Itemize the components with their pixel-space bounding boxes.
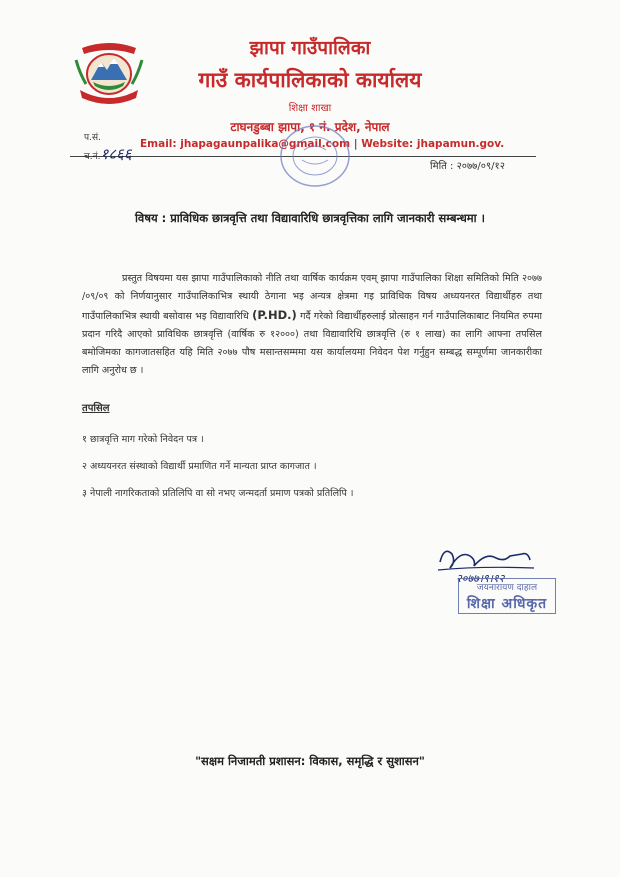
website-link[interactable]: Website: jhapamun.gov. <box>361 138 505 150</box>
office-name: गाउँ कार्यपालिकाको कार्यालय <box>198 68 422 92</box>
section-name: शिक्षा शाखा <box>288 103 332 114</box>
chalani-number <box>84 144 132 164</box>
body-text-part1: प्रस्तुत विषयमा यस झापा गाउँपालिकाको नीति तथा वार्षिक कार्यक्रम एवम् झापा गाउँपालिका शिक्षा समितिको मिति २०७७ /०९/०९ को निर्णयानुसार गाउँपालिकाभित्र स्थायी ठेगाना भइ अन्यत्र क्षेत्रमा गइ प्राविधिक विषय अध्ययनरत विद्यार्थीहरु तथा गाउँपालिकाभित्र स्थायी बसोवास भइ विद्यावारिधि <box>82 273 542 322</box>
list-item: २ अध्ययनरत संस्थाको विद्यार्थी प्रमाणित गर्ने मान्यता प्राप्त कागजात । <box>82 461 317 472</box>
letter-date: मिति : २०७७/०९/१२ <box>430 161 505 172</box>
list-item: ३ नेपाली नागरिकताको प्रतिलिपि वा सो नभए जन्मदर्ता प्रमाण पत्रको प्रतिलिपि । <box>82 488 354 499</box>
footer-motto: "सक्षम निजामती प्रशासन: विकास, समृद्धि र सुशासन" <box>195 754 425 768</box>
chalani-handwritten: १८६६ <box>100 145 132 163</box>
municipality-name: झापा गाउँपालिका <box>249 37 371 59</box>
officer-name: जयनारायण दाहाल <box>476 583 538 593</box>
subject-line: विषय : प्राविधिक छात्रवृत्ति तथा विद्यावारिधि छात्रवृत्तिका लागि जानकारी सम्बन्धमा । <box>134 211 486 225</box>
chalani-label: च.नं. <box>84 152 101 162</box>
contact-separator: | <box>353 138 358 150</box>
phd-abbrev: (P.HD.) <box>252 308 297 322</box>
body-paragraph <box>82 270 542 380</box>
address: टाघनडुब्बा झापा, १ नं. प्रदेश, नेपाल <box>230 120 390 134</box>
body-text-part2: गर्दै गरेको विद्यार्थीहरुलाई प्रोत्साहन गर्न गाउँपालिकाबाट नियमित रुपमा प्रदान गरिदै आएको प्राविधिक छात्रवृत्ति (वार्षिक रु १२०००) तथा विद्यावारिधि छात्रवृत्ति (रु १ लाख) का लागि आफ्ना तपसिल बमोजिमका कागजातसहित यहि मिति २०७७ पौष मसान्तसम्ममा यस कार्यालयमा निवेदन पेश गर्नुहुन सम्बद्ध सम्पूर्णमा जानकारीका लागि अनुरोध छ । <box>82 311 542 376</box>
round-office-stamp-icon <box>276 120 354 192</box>
email-link[interactable]: Email: jhapagaunpalika@gmail.com <box>140 138 351 150</box>
tapsil-heading: तपसिल <box>82 403 110 414</box>
officer-title: शिक्षा अधिकृत <box>466 596 548 612</box>
officer-stamp <box>458 578 556 614</box>
list-item: १ छात्रवृत्ति माग गरेको निवेदन पत्र । <box>82 434 204 445</box>
signature-date: २०७७।९।१२ <box>456 572 505 585</box>
patra-sankhya: प.सं. <box>84 133 101 143</box>
